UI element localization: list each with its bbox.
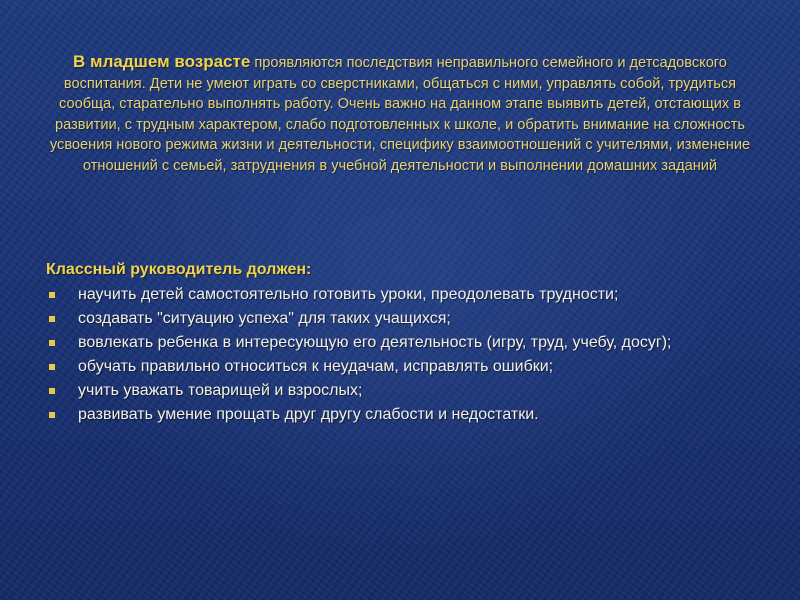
square-bullet-icon	[49, 412, 55, 418]
square-bullet-icon	[49, 388, 55, 394]
duties-heading: Классный руководитель должен:	[46, 261, 312, 278]
intro-body-text: проявляются последствия неправильного семейного и детсадовского воспитания. Дети не умеют играть со сверстниками, общаться с ними, управлять собой, трудиться сообща, старательно выполнять работу. Очень важно на данном этапе выявить детей, отстающих в развитии, с трудным характером, слабо подготовленных к школе, и обратить внимание на сложность усвоения нового режима жизни и деятельности, специфику взаимоотношений с учителями, изменение отношений с семьей, затруднения в учебной деятельности и выполнении домашних заданий	[49, 55, 751, 174]
list-item	[46, 332, 746, 354]
list-item-text: учить уважать товарищей и взрослых;	[78, 382, 363, 399]
list-item-text: вовлекать ребенка в интересующую его деятельность (игру, труд, учебу, досуг);	[78, 334, 672, 351]
intro-paragraph	[38, 52, 762, 177]
list-item	[46, 356, 746, 378]
list-item	[46, 380, 746, 402]
square-bullet-icon	[49, 292, 55, 298]
square-bullet-icon	[49, 316, 55, 322]
list-item	[46, 308, 746, 330]
list-item	[46, 284, 746, 306]
duty-list	[46, 284, 746, 426]
list-item-text: создавать "ситуацию успеха" для таких учащихся;	[78, 310, 451, 327]
list-item-text: научить детей самостоятельно готовить уроки, преодолевать трудности;	[78, 286, 619, 303]
square-bullet-icon	[49, 340, 55, 346]
list-item	[46, 404, 746, 426]
intro-lead-phrase: В младшем возрасте	[73, 52, 251, 71]
duties-section	[46, 259, 746, 428]
list-item-text: развивать умение прощать друг другу слабости и недостатки.	[78, 406, 539, 423]
square-bullet-icon	[49, 364, 55, 370]
list-item-text: обучать правильно относиться к неудачам, исправлять ошибки;	[78, 358, 554, 375]
